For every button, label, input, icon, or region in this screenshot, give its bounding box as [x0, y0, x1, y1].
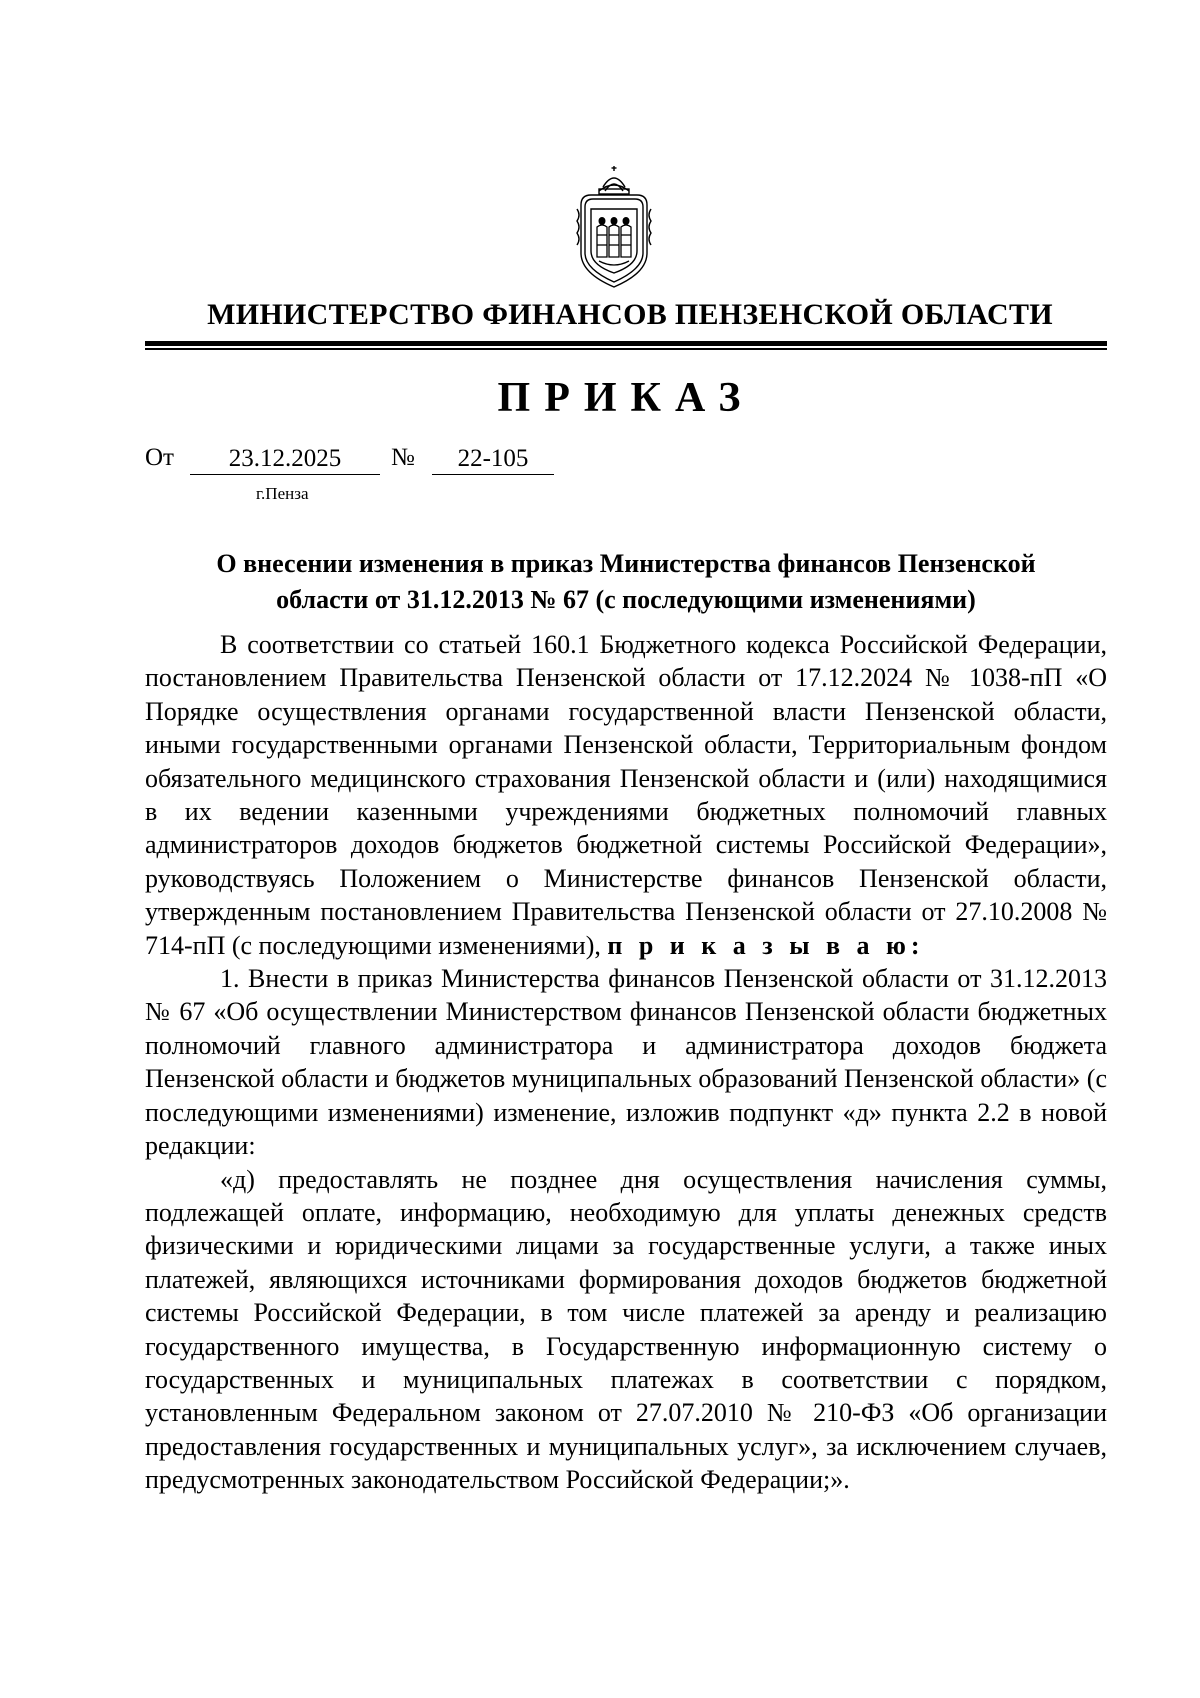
- paragraph-preamble: [145, 628, 1107, 962]
- number-label: №: [391, 444, 415, 471]
- ministry-title: МИНИСТЕРСТВО ФИНАНСОВ ПЕНЗЕНСКОЙ ОБЛАСТИ: [207, 298, 1053, 331]
- order-title: ПРИКАЗ: [497, 375, 755, 421]
- order-subject: [145, 546, 1107, 618]
- city: г.Пенза: [256, 484, 309, 503]
- header-rule-thick: [145, 341, 1107, 346]
- order-body: [145, 628, 1107, 1497]
- date-label: От: [145, 444, 174, 471]
- paragraph-item-1: 1. Внести в приказ Министерства финансов Пензенской области от 31.12.2013 № 67 «Об осуществлении Министерством финансов Пензенской области бюджетных полномочий главного администратора и администратора доходов бюджета Пензенской области и бюджетов муниципальных образований Пензенской области» (с последующими изменениями) изменение, изложив подпункт «д» пункта 2.2 в новой редакции:: [145, 964, 1107, 1161]
- subject-line-1: О внесении изменения в приказ Министерства финансов Пензенской: [216, 549, 1036, 578]
- paragraph-new-wording: «д) предоставлять не позднее дня осуществления начисления суммы, подлежащей оплате, информацию, необходимую для уплаты денежных средств физическими и юридическими лицами за государственные услуги, а также иных платежей, являющихся источниками формирования доходов бюджетов бюджетной системы Российской Федерации, в том числе платежей за аренду и реализацию государственного имущества, в Государственную информационную систему о государственных и муниципальных платежах в соответствии с порядком, установленным Федеральном законом от 27.07.2010 № 210-ФЗ «Об организации предоставления государственных и муниципальных услуг», за исключением случаев, предусмотренных законодательством Российской Федерации;».: [145, 1164, 1107, 1495]
- order-word: п р и к а з ы в а ю:: [607, 930, 925, 960]
- subject-line-2: области от 31.12.2013 № 67 (с последующими изменениями): [276, 585, 976, 614]
- order-number: 22-105: [432, 444, 554, 475]
- header-rule-thin: [145, 348, 1107, 350]
- order-date: 23.12.2025: [190, 444, 380, 475]
- preamble-text: В соответствии со статьей 160.1 Бюджетного кодекса Российской Федерации, постановлением Правительства Пензенской области от 17.12.2024 № 1038-пП «О Порядке осуществления органами государственной власти Пензенской области, иными государственными органами Пензенской области, Территориальным фондом обязательного медицинского страхования Пензенской области и (или) находящимися в их ведении казенными учреждениями бюджетных полномочий главных администраторов доходов бюджетов бюджетной системы Российской Федерации», руководствуясь Положением о Министерстве финансов Пензенской области, утвержденным постановлением Правительства Пензенской области от 27.10.2008 № 714-пП (с последующими изменениями),: [145, 630, 1107, 960]
- coat-of-arms-icon: [575, 165, 653, 290]
